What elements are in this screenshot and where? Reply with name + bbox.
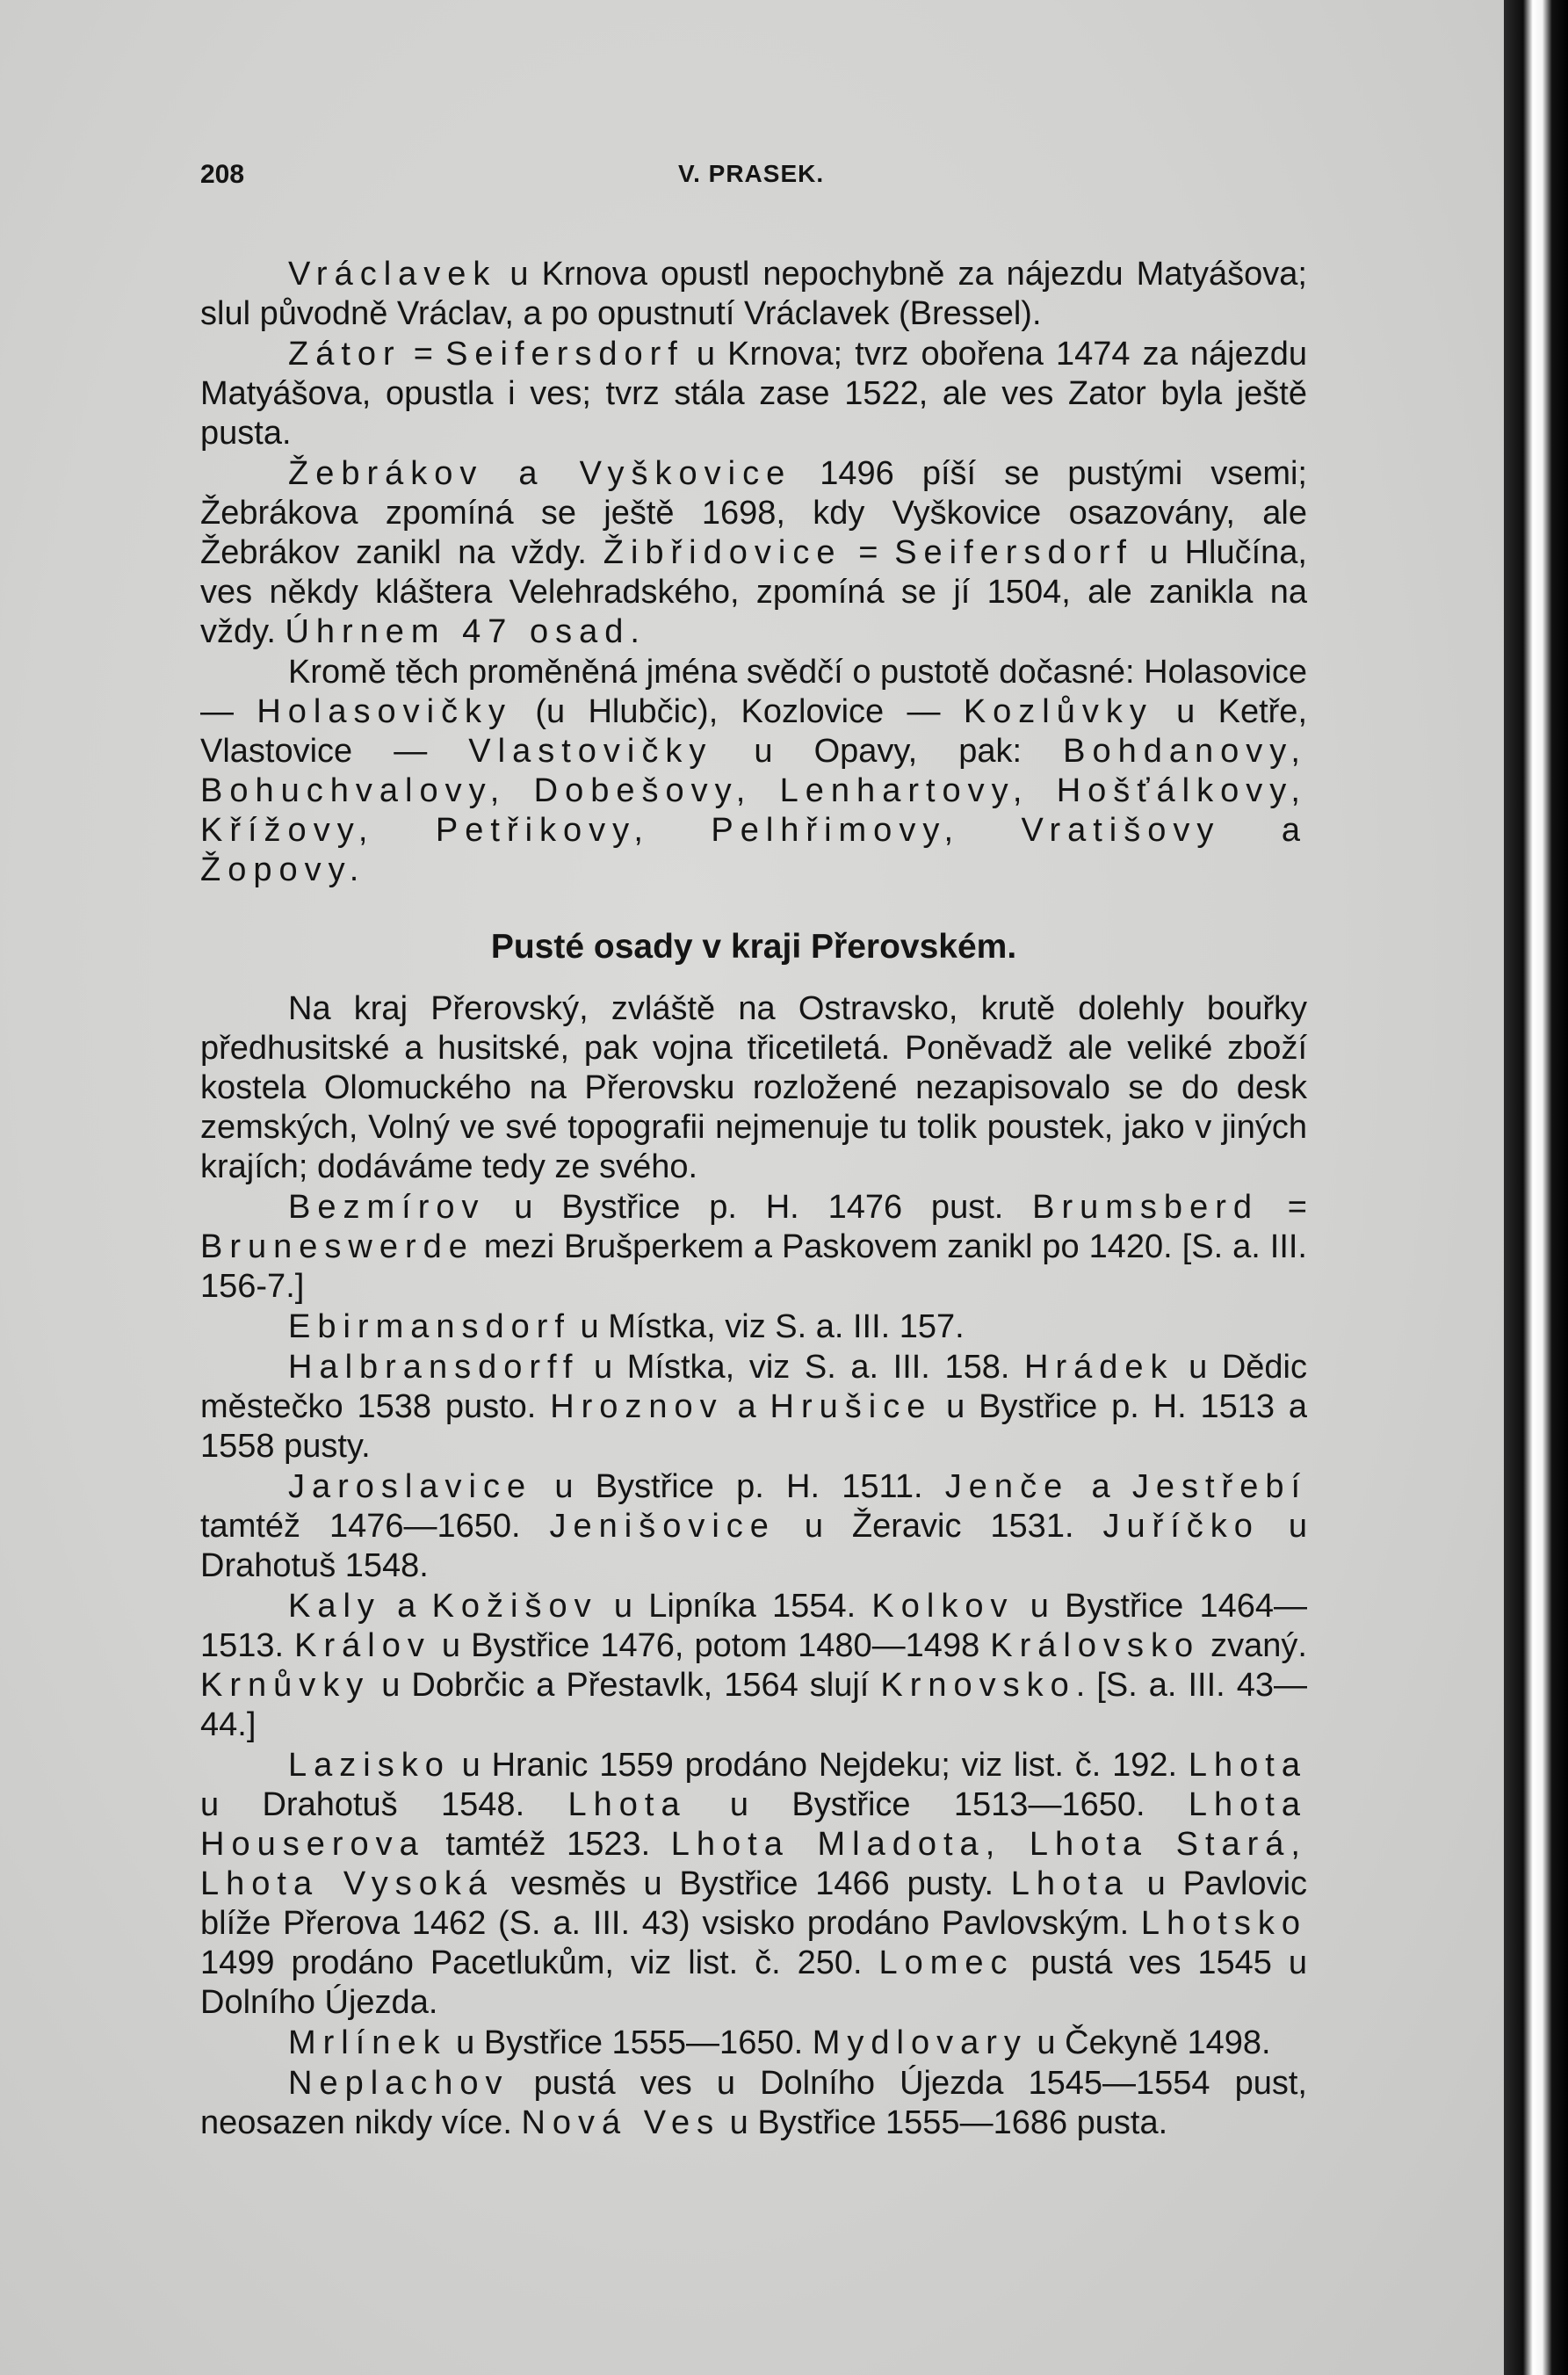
text-run: pustá ves 1545 u Dolního Újezda. — [200, 1944, 1307, 2021]
body-paragraph — [200, 1587, 1307, 1745]
text-run: u Drahotuš 1548. — [200, 1786, 568, 1823]
spaced-place-name: Hrádek — [1024, 1349, 1174, 1386]
spaced-place-name: Lhota — [1010, 1865, 1130, 1902]
spaced-place-name: Kozlůvky — [963, 693, 1153, 730]
section-heading: Pusté osady v kraji Přerovském. — [490, 928, 1017, 966]
spaced-place-name: Seifersdorf — [445, 336, 684, 373]
page-number: 208 — [200, 160, 245, 189]
spaced-place-name: Halbransdorff — [288, 1349, 580, 1386]
body-paragraph — [200, 255, 1307, 334]
body-paragraph — [200, 2064, 1307, 2143]
spaced-place-name: Juříčko — [1102, 1508, 1260, 1545]
spaced-place-name: Ebirmansdorf — [288, 1308, 571, 1345]
body-paragraph — [200, 1188, 1307, 1307]
text-run: u Dědic městečko 1538 pusto. — [200, 1349, 1307, 1425]
spaced-place-name: Jenče — [944, 1468, 1070, 1505]
text-run: u Bystřice 1555—1650. — [446, 2024, 813, 2061]
text-run: u Pavlovic blíže Přerova 1462 (S. a. III. 43) vsisko prodáno Pavlovským. — [200, 1865, 1308, 1942]
text-run: 1499 prodáno Pacetlukům, viz list. č. 250. — [200, 1944, 879, 1981]
text-run: u Lipníka 1554. — [597, 1588, 872, 1625]
text-run: u Bystřice 1464—1513. — [200, 1588, 1308, 1664]
text-run: zvaný. — [1200, 1627, 1307, 1664]
spaced-place-name: Vlastovičky — [468, 733, 713, 770]
body-paragraph — [200, 1348, 1307, 1466]
text-run: pustá ves u Dolního Újezda 1545—1554 pust, neosazen nikdy více. — [200, 2065, 1307, 2141]
text-run: u Opavy, pak: — [712, 733, 1064, 770]
text-run: = — [842, 534, 895, 571]
body-paragraph — [200, 989, 1307, 1187]
text-run: u Bystřice 1555—1686 pusta. — [720, 2104, 1168, 2141]
spaced-place-name: Holasovičky — [257, 693, 513, 730]
spaced-place-name: Krnovsko — [880, 1667, 1076, 1704]
running-title: V. PRASEK. — [678, 160, 825, 187]
text-run: u Krnova opustl nepochybně za nájezdu Matyášova; slul původně Vráclav, a po opustnutí Vráclavek (Bressel). — [200, 256, 1307, 332]
body-paragraph — [200, 1746, 1307, 2023]
text-run: u Bystřice p. H. 1476 pust. — [485, 1189, 1033, 1226]
spaced-place-name: Bezmírov — [288, 1189, 486, 1226]
text-run: . [S. a. III. 43—44.] — [200, 1667, 1307, 1743]
text-run: Kromě těch proměněná jména svědčí o pustotě dočasné: Holasovice — — [200, 654, 1307, 730]
text-run: 1496 píší se pustými vsemi; Žebrákova zpomíná se ještě 1698, kdy Vyškovice osazovány, ale Žebrákov zanikl na vždy. — [200, 455, 1307, 571]
text-run: a — [380, 1588, 432, 1625]
text-run: u Ketře, Vlastovice — — [200, 693, 1308, 770]
text-run: tamtéž 1523. — [424, 1826, 671, 1863]
body-paragraph — [200, 1467, 1307, 1586]
spaced-place-name: Králov — [294, 1627, 431, 1664]
text-run: u Hranic 1559 prodáno Nejdeku; viz list. č. 192. — [450, 1747, 1189, 1784]
spaced-place-name: Lazisko — [288, 1747, 451, 1784]
text-run: u Bystřice p. H. 1513 a 1558 pusty. — [200, 1388, 1307, 1465]
text-run: a — [723, 1388, 770, 1425]
spaced-place-name: Jaroslavice — [288, 1468, 533, 1505]
spaced-place-name: Lhotsko — [1140, 1905, 1307, 1942]
body-paragraph — [200, 2024, 1307, 2063]
spaced-place-name: Lhota Mladota, Lhota Stará, Lhota Vysoká — [200, 1826, 1307, 1902]
spaced-place-name: Zátor — [288, 336, 401, 373]
body-paragraph — [200, 454, 1307, 652]
spaced-place-name: Královsko — [990, 1627, 1201, 1664]
spaced-place-name: Krnůvky — [200, 1667, 371, 1704]
spaced-place-name: Bohdanovy, Bohuchvalovy, Dobešovy, Lenhartovy, Hošťálkovy, Křížovy, Petřikovy, Pelhřimovy, Vratišovy a Žopovy. — [200, 733, 1307, 888]
page-body — [200, 255, 1307, 2144]
spaced-place-name: Úhrnem 47 osad. — [285, 613, 647, 650]
spaced-place-name: Bruneswerde — [200, 1228, 474, 1265]
spaced-place-name: Kožišov — [431, 1588, 598, 1625]
spaced-place-name: Kolkov — [871, 1588, 1015, 1625]
text-run: tamtéž 1476—1650. — [200, 1508, 550, 1545]
book-edge-strip — [1504, 0, 1568, 2375]
spaced-place-name: Lhota — [567, 1786, 687, 1823]
spaced-place-name: Lomec — [878, 1944, 1015, 1981]
text-run: Na kraj Přerovský, zvláště na Ostravsko, krutě dolehly bouřky předhusitské a husitské, pak vojna třicetiletá. Poněvadž ale veliké zboží kostela Olomuckého na Přerovsku rozložené nezapisovalo se do desk zemských, Volný ve své topografii nejmenuje tu tolik poustek, jako v jiných krajích; dodáváme tedy ze svého. — [200, 990, 1307, 1185]
text-run: u Dobrčic a Přestavlk, 1564 slují — [370, 1667, 881, 1704]
spaced-place-name: Kaly — [288, 1588, 381, 1625]
body-paragraph — [200, 335, 1307, 453]
text-run: vesměs u Bystřice 1466 pusty. — [494, 1865, 1011, 1902]
body-paragraph — [200, 653, 1307, 890]
text-run: = — [1258, 1189, 1308, 1226]
text-run: u Bystřice 1513—1650. — [686, 1786, 1189, 1823]
spaced-place-name: Hrušice — [770, 1388, 933, 1425]
text-run: u Čekyně 1498. — [1027, 2024, 1271, 2061]
text-run: u Hlučína, ves někdy kláštera Velehradského, zpomíná se jí 1504, ale zanikla na vždy. — [200, 534, 1307, 650]
spaced-place-name: Žebrákov a Vyškovice — [288, 455, 792, 492]
spaced-place-name: Brumsberd — [1032, 1189, 1259, 1226]
text-run: u Krnova; tvrz obořena 1474 za nájezdu Matyášova, opustla i ves; tvrz stála zase 1522, ale ves Zator byla ještě pusta. — [200, 336, 1307, 452]
spaced-place-name: Lhota Houserova — [200, 1786, 1307, 1863]
text-run: u Bystřice 1476, potom 1480—1498 — [430, 1627, 991, 1664]
spaced-place-name: Seifersdorf — [894, 534, 1133, 571]
spaced-place-name: Jestřebí — [1131, 1468, 1308, 1505]
spaced-place-name: Mrlínek — [288, 2024, 447, 2061]
spaced-place-name: Mydlovary — [812, 2024, 1028, 2061]
text-run: u Místka, viz S. a. III. 157. — [570, 1308, 965, 1345]
text-run: (u Hlubčic), Kozlovice — — [512, 693, 964, 730]
text-run: u Místka, viz S. a. III. 158. — [579, 1349, 1025, 1386]
spaced-place-name: Vráclavek — [288, 256, 497, 293]
text-run: = — [401, 336, 446, 373]
text-run: mezi Brušperkem a Paskovem zanikl po 1420. [S. a. III. 156-7.] — [200, 1228, 1307, 1305]
spaced-place-name: Neplachov — [288, 2065, 509, 2102]
spaced-place-name: Nová Ves — [521, 2104, 721, 2141]
spaced-place-name: Žibřidovice — [603, 534, 842, 571]
spaced-place-name: Jenišovice — [549, 1508, 776, 1545]
spaced-place-name: Lhota — [1188, 1747, 1307, 1784]
spaced-place-name: Hroznov — [550, 1388, 724, 1425]
text-run: u Bystřice p. H. 1511. — [532, 1468, 945, 1505]
text-run: u Žeravic 1531. — [775, 1508, 1103, 1545]
text-run: u Drahotuš 1548. — [200, 1508, 1307, 1584]
body-paragraph — [200, 1307, 1307, 1347]
text-run: a — [1069, 1468, 1132, 1505]
